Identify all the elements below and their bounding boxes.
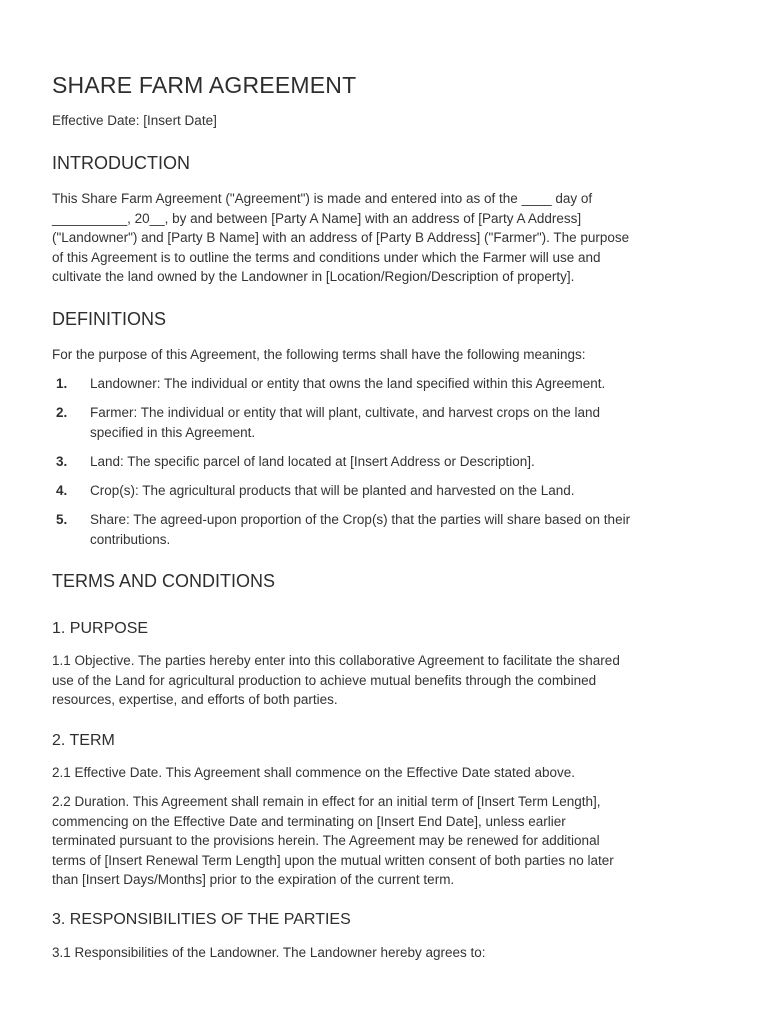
text-line: terms of [Insert Renewal Term Length] upon the mutual written consent of both parties no later xyxy=(52,852,614,868)
text-line: Farmer: The individual or entity that will plant, cultivate, and harvest crops on the land xyxy=(90,405,601,420)
list-text xyxy=(90,374,720,394)
text-line: 3.1 Responsibilities of the Landowner. The Landowner hereby agrees to: xyxy=(52,945,486,960)
text-line: __________, 20__, by and between [Party A Name] with an address of [Party A Address] xyxy=(52,210,582,226)
text-line: terminated pursuant to the provisions herein. The Agreement may be renewed for additional xyxy=(52,833,600,849)
terms-heading: TERMS AND CONDITIONS xyxy=(52,571,276,591)
list-number: 4. xyxy=(56,483,68,498)
text-line: 2.1 Effective Date. This Agreement shall commence on the Effective Date stated above. xyxy=(52,765,576,780)
list-text xyxy=(90,452,720,472)
document-title: SHARE FARM AGREEMENT xyxy=(52,72,357,98)
definitions-intro xyxy=(52,345,720,365)
text-line: 1.1 Objective. The parties hereby enter into this collaborative Agreement to facilitate the shared xyxy=(52,653,620,668)
term-paragraph-effective xyxy=(52,763,720,783)
text-line: than [Insert Days/Months] prior to the expiration of the current term. xyxy=(52,872,455,888)
list-number: 3. xyxy=(56,454,68,469)
text-line: commencing on the Effective Date and terminating on [Insert End Date], unless earlier xyxy=(52,813,566,829)
text-line: Landowner: The individual or entity that owns the land specified within this Agreement. xyxy=(90,376,606,391)
term-heading: 2. TERM xyxy=(52,732,115,749)
effective-date: Effective Date: [Insert Date] xyxy=(52,113,217,128)
text-line: For the purpose of this Agreement, the following terms shall have the following meanings: xyxy=(52,347,586,362)
purpose-paragraph xyxy=(52,651,720,710)
text-line: cultivate the land owned by the Landowner in [Location/Region/Description of property]. xyxy=(52,269,575,285)
term-paragraph-duration xyxy=(52,792,720,890)
text-line: ("Landowner") and [Party B Name] with an address of [Party B Address] ("Farmer"). The purpose xyxy=(52,230,630,246)
list-text xyxy=(90,510,720,549)
introduction-heading: INTRODUCTION xyxy=(52,153,190,173)
text-line: Land: The specific parcel of land located at [Insert Address or Description]. xyxy=(90,454,535,469)
text-line: Crop(s): The agricultural products that will be planted and harvested on the Land. xyxy=(90,483,575,498)
list-number: 5. xyxy=(56,512,68,527)
text-line: This Share Farm Agreement ("Agreement") is made and entered into as of the ____ day of xyxy=(52,191,593,206)
text-line: contributions. xyxy=(90,531,171,547)
text-line: specified in this Agreement. xyxy=(90,424,256,440)
text-line: 2.2 Duration. This Agreement shall remain in effect for an initial term of [Insert Term Length], xyxy=(52,794,601,809)
definitions-heading: DEFINITIONS xyxy=(52,309,167,329)
purpose-heading: 1. PURPOSE xyxy=(52,620,149,637)
responsibilities-heading: 3. RESPONSIBILITIES OF THE PARTIES xyxy=(52,911,351,928)
responsibilities-paragraph xyxy=(52,943,720,963)
text-line: Share: The agreed-upon proportion of the Crop(s) that the parties will share based on their xyxy=(90,512,631,527)
list-text xyxy=(90,481,720,501)
text-line: resources, expertise, and efforts of both parties. xyxy=(52,692,338,708)
list-number: 2. xyxy=(56,405,68,420)
introduction-paragraph xyxy=(52,189,720,287)
list-number: 1. xyxy=(56,376,68,391)
text-line: of this Agreement is to outline the terms and conditions under which the Farmer will use and xyxy=(52,249,601,265)
list-text xyxy=(90,403,720,442)
text-line: use of the Land for agricultural production to achieve mutual benefits through the combined xyxy=(52,672,597,688)
